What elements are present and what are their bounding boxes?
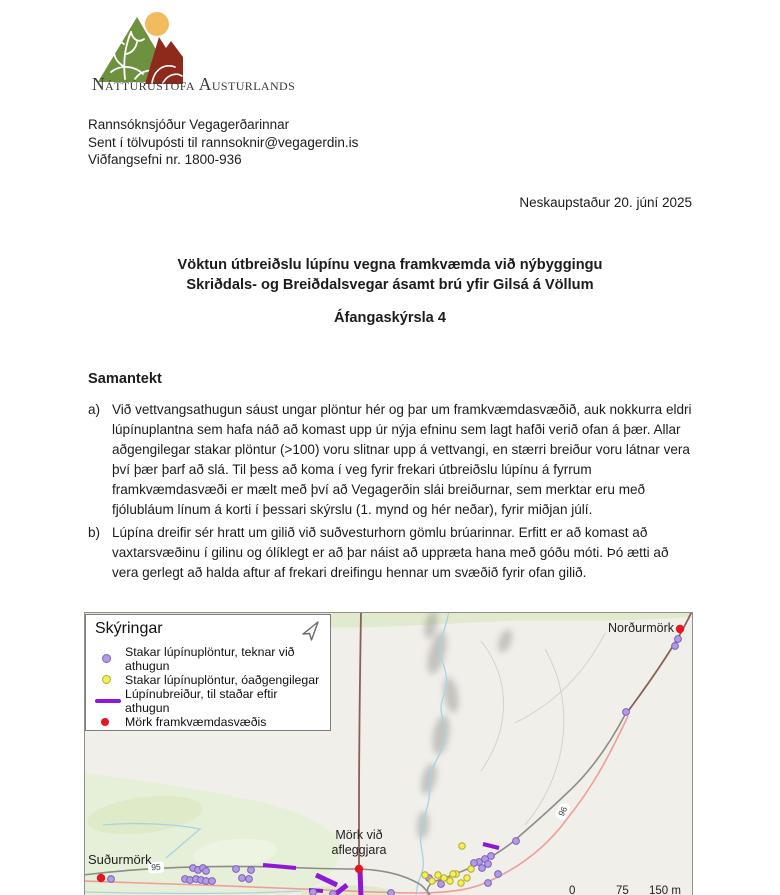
label-nordurmork: Norðurmörk [608,621,674,635]
label-sudurmork: Suðurmörk [88,852,152,867]
report-title-line2: Skriðdals- og Breiðdalsvegar ásamt brú yfir Gilsá á Völlum [186,277,594,293]
lupine-monitoring-map [84,612,693,895]
legend-title: Skýringar [95,620,163,637]
purple-line-icon [95,699,125,703]
summary-item-a [88,400,694,520]
report-title-line1: Vöktun útbreiðslu lúpínu vegna framkvæmda við nýbyggingu [177,257,603,273]
list-marker: b) [88,525,101,540]
scale-tick: 0 [569,885,576,895]
scale-tick: 75 [616,885,629,895]
legend-item [95,644,321,673]
summary-text: Við vettvangsathugun sáust ungar plöntur hér og þar um framkvæmdasvæðið, auk nokkurra eldri lúpínuplantna sem hafa náð að komast upp úr nýja efninu sem lagt hafði verið ofan á þær. Allar aðgengilegar stakar plöntur (>100) voru slitnar upp á vettvangi, en stærri breiður voru látnar vera því þær þarf að slá. Til þess að koma í veg fyrir frekari útbreiðslu lúpínu á fyrrum framkvæmdasvæði er mælt með því að Vegagerðin slái breiðurnar, sem merktar eru með fjólubláum línum á korti í þessari skýrslu (1. mynd og hér neðar), fyrir miðjan júlí. [112,402,692,517]
report-subtitle: Áfangaskýrsla 4 [334,310,446,326]
recipient-block [88,116,358,169]
purple-dot-icon [95,654,125,663]
logo-sun-icon [145,12,169,36]
recipient-line: Sent í tölvupósti til rannsoknir@vegagerdin.is [88,134,359,150]
legend-label: Lúpínubreiður, til staðar eftir athugun [125,686,278,715]
list-marker: a) [88,402,101,417]
road-number-96: 96 [554,802,571,821]
legend-item [95,686,321,715]
north-arrow-icon [299,620,321,642]
summary-heading: Samantekt [88,371,162,387]
yellow-dot-icon [95,675,125,684]
label-mork-vid-afleggjara: Mörk við afleggjara [331,828,387,857]
scale-tick: 150 m [649,885,681,895]
place-and-date: Neskaupstaður 20. júní 2025 [519,195,692,210]
recipient-line: Viðfangsefni nr. 1800-936 [88,152,242,167]
report-title [88,255,692,295]
legend-label: Stakar lúpínuplöntur, teknar við athugun [125,644,295,673]
map-legend [85,614,331,731]
map-scalebar [85,885,692,895]
summary-item-b [88,523,694,583]
summary-list [88,400,694,586]
organization-logo [92,10,296,104]
red-dot-icon [95,718,125,726]
summary-text: Lúpína dreifir sér hratt um gilið við suðvesturhorn gömlu brúarinnar. Erfitt er að komast að vaxtarsvæðinu í gilinu og ólíklegt er að þar náist að uppræta hana með góðu móti. Þó ætti að vera gerlegt að halda aftur af frekari dreifingu hennar um svæðið fyrir ofan gilið. [112,525,669,580]
road-number-95: 95 [148,861,165,873]
legend-label: Mörk framkvæmdasvæðis [125,714,267,729]
recipient-line: Rannsóknsjóður Vegagerðarinnar [88,117,290,132]
organization-name: Náttúrustofa Austurlands [92,74,296,94]
legend-label: Stakar lúpínuplöntur, óaðgengilegar [125,672,320,687]
